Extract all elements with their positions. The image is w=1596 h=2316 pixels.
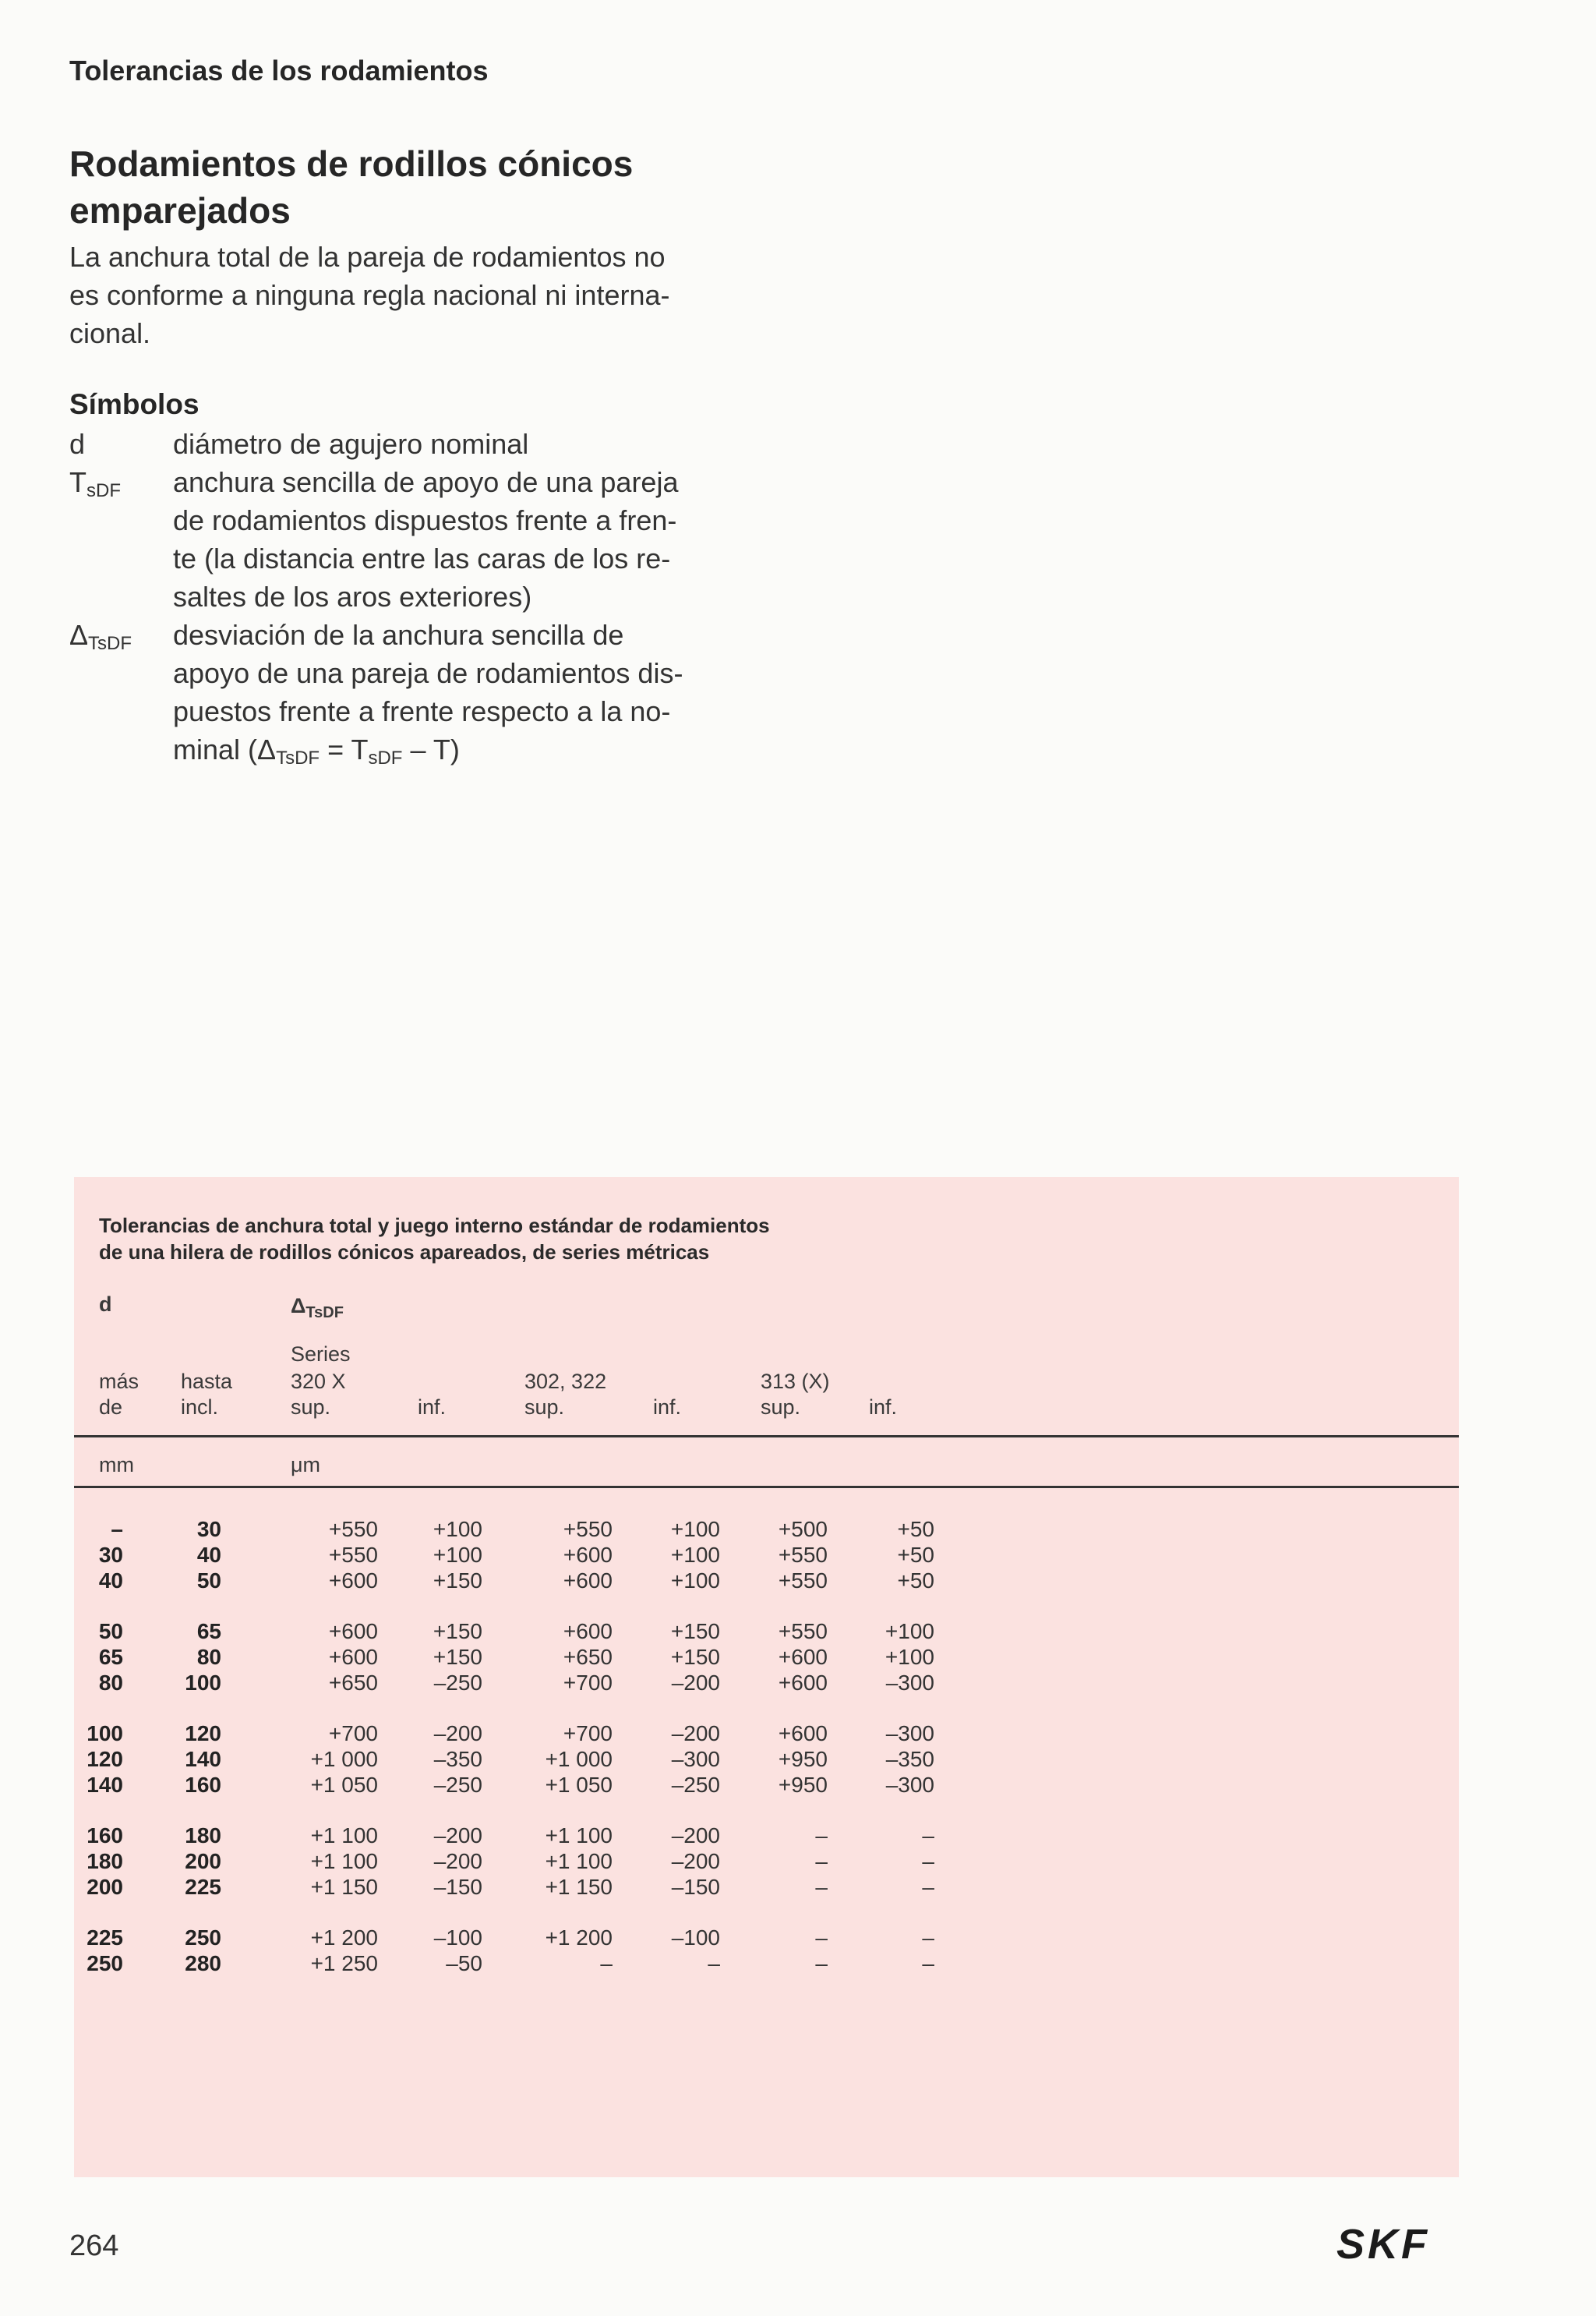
cell-302-sup: +550 [563,1517,613,1541]
cell-d-from: 30 [98,1543,123,1567]
cell-313-inf: –350 [885,1747,934,1771]
cell-313-sup: +550 [778,1568,828,1593]
col-header-sup: sup. [761,1395,801,1419]
intro-line: es conforme a ninguna regla nacional ni interna- [69,279,670,311]
intro-paragraph [69,238,771,352]
cell-313-inf: –300 [885,1773,934,1797]
col-header-hasta: hasta [181,1370,233,1393]
col-header-sup: sup. [524,1395,565,1419]
cell-313-sup: – [815,1823,828,1847]
cell-320x-inf: –200 [433,1823,482,1847]
cell-320x-sup: +550 [328,1517,378,1541]
cell-320x-sup: +600 [328,1619,378,1643]
cell-302-inf: –200 [671,1721,720,1745]
cell-313-sup: – [815,1849,828,1873]
cell-d-to: 140 [185,1747,221,1771]
cell-302-inf: +100 [670,1517,720,1541]
cell-313-sup: +500 [778,1517,828,1541]
col-header-sup: sup. [291,1395,331,1419]
cell-313-sup: – [815,1951,828,1975]
cell-302-inf: +150 [670,1619,720,1643]
cell-d-to: 40 [196,1543,221,1567]
page-number: 264 [69,2229,119,2262]
cell-d-from: 80 [98,1671,123,1695]
cell-302-sup: +1 100 [545,1823,613,1847]
unit-mm: mm [99,1453,134,1476]
cell-302-sup: +1 100 [545,1849,613,1873]
cell-302-inf: –200 [671,1671,720,1695]
cell-313-inf: +100 [885,1645,934,1669]
cell-302-inf: +100 [670,1543,720,1567]
symbol-description: desviación de la anchura sencilla de apoyo de una pareja de rodamientos dis- puestos frente a frente respecto a la no- minal $(\Delta_{TsDF} = T_{sDF} - T)$ [173,616,812,777]
running-title: Tolerancias de los rodamientos [69,55,489,87]
cell-302-inf: +100 [670,1568,720,1593]
cell-313-sup: – [815,1875,828,1899]
cell-302-sup: +650 [563,1645,613,1669]
cell-302-sup: +1 150 [545,1875,613,1899]
cell-302-inf: –300 [671,1747,720,1771]
series-name: 320 X [291,1370,346,1393]
cell-d-from: 120 [87,1747,123,1771]
cell-302-inf: – [708,1951,720,1975]
skf-logo: SKF [1336,2221,1430,2268]
cell-320x-sup: +1 100 [310,1849,378,1873]
cell-313-sup: +550 [778,1543,828,1567]
cell-313-inf: –300 [885,1671,934,1695]
cell-d-from: 50 [98,1619,123,1643]
cell-320x-inf: +150 [433,1645,482,1669]
col-header-delta: $\Delta_{TsDF}$ [291,1294,344,1321]
unit-um: μm [291,1453,321,1476]
col-header-incl: incl. [181,1395,219,1419]
cell-d-to: 65 [196,1619,221,1643]
cell-d-from: 160 [87,1823,123,1847]
cell-302-inf: –250 [671,1773,720,1797]
symbol-description: diámetro de agujero nominal [173,428,529,460]
cell-302-inf: –100 [671,1925,720,1950]
cell-d-from: 65 [98,1645,123,1669]
cell-320x-inf: –200 [433,1721,482,1745]
cell-302-inf: –150 [671,1875,720,1899]
cell-d-from: 225 [87,1925,123,1950]
cell-302-inf: –200 [671,1849,720,1873]
cell-302-sup: +700 [563,1721,613,1745]
header-rule-top [74,1435,1459,1437]
cell-d-from: – [111,1517,123,1541]
cell-d-from: 180 [87,1849,123,1873]
cell-313-inf: +50 [897,1517,934,1541]
cell-d-to: 50 [196,1568,221,1593]
cell-313-inf: +50 [897,1568,934,1593]
symbols-heading: Símbolos [69,388,200,420]
cell-d-to: 280 [185,1951,221,1975]
cell-320x-inf: –250 [433,1773,482,1797]
series-label: Series [291,1342,351,1366]
cell-320x-sup: +650 [328,1671,378,1695]
cell-302-sup: +700 [563,1671,613,1695]
cell-302-sup: +600 [563,1619,613,1643]
cell-320x-sup: +1 150 [310,1875,378,1899]
cell-320x-sup: +600 [328,1568,378,1593]
tolerance-table-panel [74,1177,1459,2177]
cell-302-sup: +1 050 [545,1773,613,1797]
section-title [69,140,771,234]
cell-313-inf: – [922,1951,934,1975]
cell-320x-inf: –100 [433,1925,482,1950]
cell-313-sup: +950 [778,1747,828,1771]
cell-d-to: 80 [196,1645,221,1669]
cell-d-to: 30 [196,1517,221,1541]
series-name: 302, 322 [524,1370,607,1393]
cell-320x-inf: –250 [433,1671,482,1695]
series-name: 313 (X) [761,1370,830,1393]
cell-302-sup: +1 200 [545,1925,613,1950]
cell-320x-inf: +150 [433,1619,482,1643]
cell-313-inf: – [922,1823,934,1847]
cell-313-sup: +550 [778,1619,828,1643]
cell-313-inf: –300 [885,1721,934,1745]
cell-320x-sup: +700 [328,1721,378,1745]
section-title-line-2: emparejados [69,190,291,231]
cell-d-to: 225 [185,1875,221,1899]
cell-320x-sup: +1 100 [310,1823,378,1847]
cell-d-from: 140 [87,1773,123,1797]
cell-320x-sup: +600 [328,1645,378,1669]
cell-313-inf: – [922,1925,934,1950]
col-header-inf: inf. [869,1395,898,1419]
cell-d-to: 160 [185,1773,221,1797]
cell-d-to: 200 [185,1849,221,1873]
symbol-key: $\Delta_{TsDF}$ [69,619,132,654]
cell-302-sup: +600 [563,1568,613,1593]
cell-320x-inf: –150 [433,1875,482,1899]
cell-320x-sup: +1 200 [310,1925,378,1950]
col-header-mas: más [99,1370,139,1393]
col-header-d: d [99,1292,112,1316]
cell-313-inf: +100 [885,1619,934,1643]
cell-320x-sup: +1 050 [310,1773,378,1797]
cell-313-sup: +600 [778,1671,828,1695]
intro-line: La anchura total de la pareja de rodamientos no [69,241,666,273]
cell-320x-inf: –200 [433,1849,482,1873]
cell-320x-inf: +100 [433,1543,482,1567]
cell-302-sup: +600 [563,1543,613,1567]
intro-line: cional. [69,317,151,349]
cell-313-inf: +50 [897,1543,934,1567]
cell-320x-sup: +1 250 [310,1951,378,1975]
cell-302-sup: – [600,1951,613,1975]
cell-313-sup: +600 [778,1721,828,1745]
cell-302-sup: +1 000 [545,1747,613,1771]
formula-line: minal $(\Delta_{TsDF} = T_{sDF} - T)$ [173,734,460,769]
cell-313-sup: – [815,1925,828,1950]
cell-d-to: 120 [185,1721,221,1745]
cell-313-inf: – [922,1849,934,1873]
cell-320x-inf: +150 [433,1568,482,1593]
col-header-inf: inf. [418,1395,447,1419]
symbol-key: d [69,428,86,460]
cell-d-from: 200 [87,1875,123,1899]
cell-313-inf: – [922,1875,934,1899]
cell-d-to: 180 [185,1823,221,1847]
cell-313-sup: +950 [778,1773,828,1797]
cell-320x-inf: –350 [433,1747,482,1771]
cell-302-inf: +150 [670,1645,720,1669]
table-title: Tolerancias de anchura total y juego interno estándar de rodamientos de una hilera de rodillos cónicos apareados, de series métricas [99,1214,770,1264]
cell-320x-sup: +1 000 [310,1747,378,1771]
cell-d-to: 250 [185,1925,221,1950]
symbol-key: $T_{sDF}$ [69,466,121,501]
cell-320x-sup: +550 [328,1543,378,1567]
header-rule-bottom [74,1486,1459,1488]
cell-320x-inf: –50 [446,1951,482,1975]
col-header-de: de [99,1395,123,1419]
symbol-description: anchura sencilla de apoyo de una pareja de rodamientos dispuestos frente a fren- te (la distancia entre las caras de los re- saltes de los aros exteriores) [173,466,679,613]
cell-313-sup: +600 [778,1645,828,1669]
cell-d-from: 100 [87,1721,123,1745]
cell-d-from: 40 [98,1568,123,1593]
section-title-line-1: Rodamientos de rodillos cónicos [69,143,634,184]
cell-302-inf: –200 [671,1823,720,1847]
cell-d-to: 100 [185,1671,221,1695]
cell-d-from: 250 [87,1951,123,1975]
col-header-inf: inf. [653,1395,682,1419]
cell-320x-inf: +100 [433,1517,482,1541]
